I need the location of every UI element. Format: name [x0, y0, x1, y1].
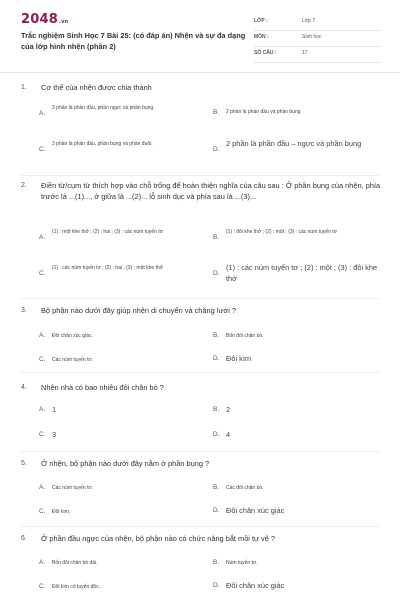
option-text: Núm tuyến tơ. — [226, 560, 258, 566]
question-text: 6. Ở phần đầu ngực của nhện, bộ phận nào có chức năng bắt mồi tự vệ ? — [21, 534, 276, 543]
question-number: 1. — [21, 84, 27, 91]
question-text: 3. Bộ phận nào dưới đây giúp nhện di chuyển và chăng lưới ? — [21, 306, 237, 315]
question-text: 5. Ở nhện, bộ phận nào dưới đây nằm ở phần bụng ? — [21, 459, 210, 468]
option-letter: A. — [39, 110, 46, 117]
question-divider — [21, 298, 379, 299]
option-letter: A. — [39, 332, 46, 339]
option-text: Các núm tuyến tơ. — [52, 357, 94, 363]
option-text: Các núm tuyến tơ. — [52, 485, 94, 491]
option-letter: A. — [39, 406, 46, 413]
option-text: Bốn đôi chân bò dài. — [52, 560, 98, 566]
option-letter: C. — [39, 356, 46, 363]
meta-label: MÔN : — [254, 34, 269, 40]
option-letter: A. — [39, 484, 46, 491]
question-number: 2. — [21, 182, 27, 189]
question-number: 4. — [21, 384, 27, 391]
option-letter: D. — [213, 582, 220, 589]
option-text: Đôi chân xúc giác — [226, 506, 285, 515]
option-letter: C. — [39, 583, 46, 590]
option-text: 1 — [52, 405, 57, 414]
option-letter: C. — [39, 431, 46, 438]
option-letter: B. — [213, 484, 220, 491]
option-letter: D. — [213, 270, 220, 277]
option-letter: C. — [39, 508, 46, 515]
logo-suffix: .vn — [58, 19, 69, 25]
meta-row-count — [254, 47, 381, 63]
question-text: 4. Nhện nhà có bao nhiêu đôi chân bò ? — [21, 383, 164, 392]
option-text: 3 phần là phần đầu, phần bụng và phần đuôi. — [52, 141, 153, 147]
question-6 — [21, 533, 381, 598]
option-text: 2 — [226, 405, 231, 414]
meta-value: Sinh học — [302, 34, 322, 40]
option-letter: B. — [213, 234, 220, 241]
question-text: 2. Điền từ/cụm từ thích hợp vào chỗ trống để hoàn thiện nghĩa của câu sau : Ở phần bụng của nhện, phía trước là ...(1)..., ở giữa là ...(2)... lỗ sinh dục và phía sau là ...(3)... — [21, 181, 381, 201]
option-letter: D. — [213, 355, 220, 362]
option-text: Các đôi chân bò. — [226, 485, 264, 491]
option-text: 2 phần là phần đầu và phần bụng — [226, 109, 301, 115]
option-letter: C. — [39, 146, 46, 153]
question-2 — [21, 180, 381, 295]
option-text: 3 — [52, 430, 57, 439]
option-letter: B. — [213, 406, 220, 413]
option-text: (1) : đôi khe thở ; (2) : một ; (3) : các núm tuyến tơ — [226, 229, 338, 235]
option-text: 3 phần là phần đầu, phần ngực và phần bụng. — [52, 105, 155, 111]
question-1 — [21, 82, 381, 172]
option-text: (1) : các núm tuyến tơ ; (2) : hai ; (3) : một khe thở — [52, 265, 164, 271]
question-divider — [21, 175, 379, 176]
page-title: Trắc nghiệm Sinh Học 7 Bài 25: (có đáp án) Nhện và sự đa dạng của lớp hình nhện (phần 2) — [21, 31, 246, 51]
option-text: 2 phần là phần đầu – ngực và phần bụng — [226, 139, 362, 148]
meta-box — [254, 15, 381, 63]
option-letter: A. — [39, 559, 46, 566]
option-text: Đôi chân xúc giác — [226, 581, 285, 590]
question-5 — [21, 458, 381, 523]
question-divider — [21, 526, 379, 527]
question-3 — [21, 305, 381, 370]
question-number: 3. — [21, 307, 27, 314]
option-text: Bốn đôi chân bò. — [226, 333, 264, 339]
question-text: 1. Cơ thể của nhện được chia thành — [21, 83, 152, 92]
meta-value: Lớp 7 — [302, 18, 316, 24]
meta-label: SỐ CÂU : — [254, 50, 277, 56]
option-text: 4 — [226, 430, 231, 439]
option-letter: B. — [213, 559, 220, 566]
meta-value: 17 — [302, 50, 308, 56]
page-header — [21, 12, 381, 60]
question-number: 5. — [21, 460, 27, 467]
option-text: (1) : một khe thở ; (2) : hai ; (3) : các núm tuyến tơ — [52, 229, 164, 235]
option-letter: D. — [213, 507, 220, 514]
option-text: Đôi kìm — [226, 354, 252, 363]
option-letter: B. — [213, 109, 220, 116]
meta-row-subject — [254, 31, 381, 47]
site-logo[interactable]: 2048.vn — [21, 12, 69, 27]
meta-row-class — [254, 15, 381, 31]
option-letter: B. — [213, 332, 220, 339]
option-letter: D. — [213, 146, 220, 153]
option-letter: D. — [213, 431, 220, 438]
option-text: Đôi kìm có tuyến độc. — [52, 584, 101, 590]
option-text: (1) : các núm tuyến tơ ; (2) : một ; (3) : đôi khe thở — [226, 263, 378, 283]
question-4 — [21, 382, 381, 447]
option-text: Đôi chân xúc giác. — [52, 333, 93, 339]
meta-label: LỚP : — [254, 18, 268, 24]
header-divider — [0, 72, 400, 73]
option-text: Đôi kìm. — [52, 509, 71, 515]
question-divider — [21, 372, 379, 373]
option-letter: C. — [39, 270, 46, 277]
question-divider — [21, 451, 379, 452]
option-letter: A. — [39, 234, 46, 241]
question-number: 6. — [21, 535, 27, 542]
